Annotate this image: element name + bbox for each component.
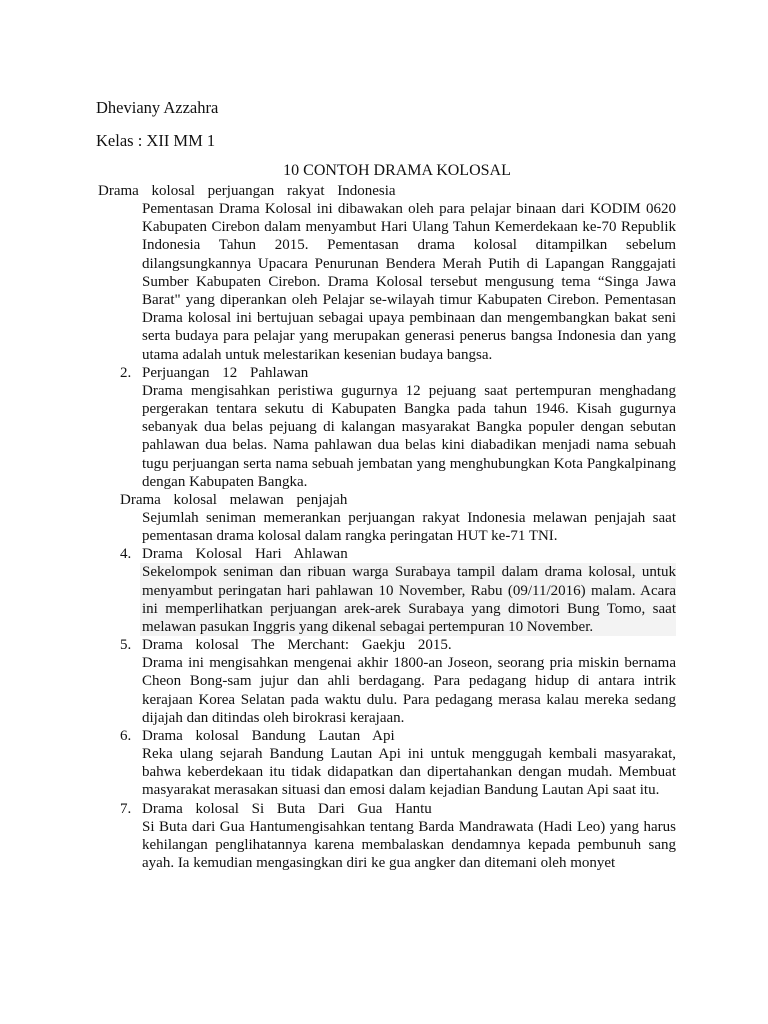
item-number: 2. <box>120 364 132 381</box>
list-item <box>98 182 676 364</box>
list-item <box>120 727 676 800</box>
drama-list <box>98 182 676 872</box>
author-name: Dheviany Azzahra <box>96 98 219 117</box>
item-text: Drama mengisahkan peristiwa gugurnya 12 pejuang saat pertempuran menghadang pergerakan tentara sekutu di Kabupaten Bangka pada tahun 1946. Kisah gugurnya sebanyak dua belas pejuang di kalangan masyarakat Bangka populer dengan sebutan pahlawan dua belas. Nama pahlawan dua belas kini diabadikan menjadi nama sebuah tugu perjuangan serta nama sebuah jembatan yang menghubungkan Kota Pangkalpinang dengan Kabupaten Bangka. <box>142 382 676 490</box>
list-item <box>120 800 676 873</box>
item-number: 6. <box>120 728 132 745</box>
list-item <box>120 636 676 727</box>
item-label: Drama kolosal The Merchant: Gaekju 2015. <box>142 637 452 654</box>
item-heading <box>120 545 676 563</box>
list-item <box>120 545 676 636</box>
item-label: Drama kolosal Bandung Lautan Api <box>142 728 395 745</box>
item-number: 7. <box>120 800 132 817</box>
item-text: Sejumlah seniman memerankan perjuangan rakyat Indonesia melawan penjajah saat pementasan drama kolosal dalam rangka peringatan HUT ke-71 TNI. <box>142 510 676 545</box>
item-heading <box>120 636 676 654</box>
item-label: Drama kolosal Si Buta Dari Gua Hantu <box>142 800 432 817</box>
item-number: 4. <box>120 546 132 563</box>
item-number: 5. <box>120 637 132 654</box>
item-label: Drama kolosal melawan penjajah <box>120 492 348 509</box>
item-label: Drama Kolosal Hari Ahlawan <box>142 546 348 563</box>
item-heading <box>120 727 676 745</box>
item-text: Pementasan Drama Kolosal ini dibawakan oleh para pelajar binaan dari KODIM 0620 Kabupaten Cirebon dalam menyambut Hari Ulang Tahun Kemerdekaan ke-70 Republik Indonesia Tahun 2015. Pementasan drama kolosal ditampilkan sebelum dilangsungkannya Upacara Penurunan Bendera Merah Putih di Lapangan Ranggajati Sumber Kabupaten Cirebon. Drama Kolosal tersebut mengusung tema “Singa Jawa Barat" yang diperankan oleh Pelajar se-wilayah timur Kabupaten Cirebon. Pementasan Drama kolosal ini bertujuan sebagai upaya pembinaan dan mengembangkan bakat seni serta budaya para pelajar yang merupakan generasi penerus bangsa Indonesia dan yang utama adalah untuk melestarikan kesenian budaya bangsa. <box>142 201 676 363</box>
item-label: Perjuangan 12 Pahlawan <box>142 364 309 381</box>
item-heading <box>120 491 676 509</box>
class-info: Kelas : XII MM 1 <box>96 131 216 150</box>
list-item <box>120 491 676 545</box>
document-title: 10 CONTOH DRAMA KOLOSAL <box>283 162 511 179</box>
item-heading <box>98 182 676 200</box>
item-text: Drama ini mengisahkan mengenai akhir 1800-an Joseon, seorang pria miskin bernama Cheon Bong-sam jujur dan ahli berdagang. Para pedagang hidup di antara intrik kerajaan Korea Selatan pada waktu dulu. Para pedagang merasa kalau mereka sedang dijajah dan ditindas oleh birokrasi kerajaan. <box>142 655 676 726</box>
list-item <box>120 364 676 491</box>
item-heading <box>120 800 676 818</box>
item-heading <box>120 364 676 382</box>
item-label: Drama kolosal perjuangan rakyat Indonesia <box>98 183 396 199</box>
item-text: Si Buta dari Gua Hantumengisahkan tentang Barda Mandrawata (Hadi Leo) yang harus kehilangan penglihatannya karena membalaskan dendamnya kepada pembunuh sang ayah. Ia kemudian mengasingkan diri ke gua angker dan ditemani oleh monyet <box>142 818 676 872</box>
item-text: Sekelompok seniman dan ribuan warga Surabaya tampil dalam drama kolosal, untuk menyambut peringatan hari pahlawan 10 November, Rabu (09/11/2016) malam. Acara ini memperlihatkan perjuangan arek-arek Surabaya yang dimotori Bung Tomo, saat melawan pasukan Inggris yang dikenal sebagai pertempuran 10 November. <box>142 564 676 636</box>
item-text: Reka ulang sejarah Bandung Lautan Api ini untuk menggugah kembali masyarakat, bahwa keberdekaan itu tidak didapatkan dan dipertahankan dengan mudah. Membuat masyarakat merasakan situasi dan emosi dalam kejadian Bandung Lautan Api saat itu. <box>142 746 676 799</box>
